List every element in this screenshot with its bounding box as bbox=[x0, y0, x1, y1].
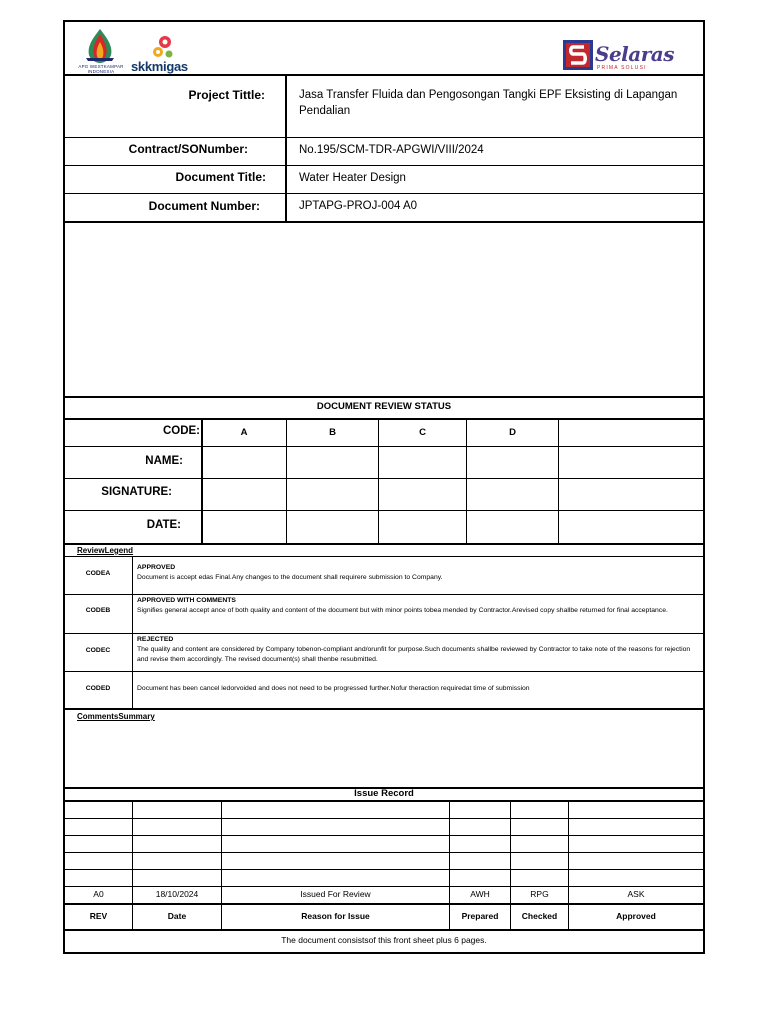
legend-head-b: APPROVED WITH COMMENTS bbox=[137, 597, 236, 604]
legend-desc-c: The quality and content are considered by Company tobenon-compliant and/orunfit for purpose.Such documents shallbe reviewed by Contractor to take note of the reasons for rejection and revise them accordingly. The revised document(s) shall thenbe resubmitted. bbox=[137, 645, 691, 663]
issue-prepared: AWH bbox=[470, 889, 490, 899]
legend-head-a: APPROVED bbox=[137, 564, 176, 571]
date-label: DATE: bbox=[146, 519, 181, 531]
issue-reason: Issued For Review bbox=[300, 889, 371, 899]
contractor-logo bbox=[563, 40, 674, 76]
contract-label: Contract/SONumber: bbox=[128, 142, 248, 156]
legend-desc-a: Document is accept edas Final.Any changes to the document shall requirere submission to Company. bbox=[137, 573, 443, 581]
code-d: D bbox=[509, 427, 516, 438]
apg-flame-icon bbox=[83, 28, 117, 64]
document-title-label: Document Title: bbox=[175, 170, 266, 184]
code-c: C bbox=[419, 427, 426, 438]
legend-code-a: CODEA bbox=[85, 570, 111, 577]
issue-checked: RPG bbox=[530, 889, 549, 899]
review-status-title: DOCUMENT REVIEW STATUS bbox=[316, 401, 452, 412]
footer-note: The document consistsof this front sheet plus 6 pages. bbox=[281, 935, 487, 945]
header-approved: Approved bbox=[616, 911, 656, 921]
legend-row-b bbox=[137, 597, 703, 616]
contract-value: No.195/SCM-TDR-APGWI/VIII/2024 bbox=[299, 144, 484, 156]
selaras-s-icon bbox=[563, 40, 593, 70]
document-number-label: Document Number: bbox=[148, 199, 260, 213]
issue-record-title: Issue Record bbox=[354, 788, 414, 799]
header-rev: REV bbox=[89, 911, 108, 921]
cover-sheet bbox=[63, 20, 705, 954]
code-a: A bbox=[240, 427, 248, 438]
project-title-label: Project Tittle: bbox=[188, 88, 265, 102]
document-title-value: Water Heater Design bbox=[299, 172, 406, 184]
apg-caption: APG WESTKAMPAR INDONESIA bbox=[78, 64, 124, 74]
header-date: Date bbox=[167, 911, 187, 921]
name-label: NAME: bbox=[145, 455, 183, 467]
code-label: CODE: bbox=[162, 425, 200, 437]
issue-approved: ASK bbox=[627, 889, 645, 899]
legend-desc-b: Signifies general accept ance of both quality and content of the document but with minor points tobea mended by Contractor.Arevised copy shallbe returned for final acceptance. bbox=[137, 606, 668, 614]
legend-code-c: CODEC bbox=[85, 647, 111, 654]
header-reason: Reason for Issue bbox=[301, 911, 370, 921]
legend-head-c: REJECTED bbox=[137, 636, 174, 643]
legend-row-a bbox=[137, 564, 703, 583]
legend-code-d: CODED bbox=[85, 685, 111, 692]
legend-row-c bbox=[137, 636, 703, 665]
client-logos bbox=[69, 26, 195, 74]
legend-code-b: CODEB bbox=[85, 607, 111, 614]
header-prepared: Prepared bbox=[461, 911, 499, 921]
skkmigas-wordmark: skkmigas bbox=[131, 59, 188, 74]
project-title-value: Jasa Transfer Fluida dan Pengosongan Tangki EPF Eksisting di Lapangan Pendalian bbox=[299, 89, 678, 117]
selaras-wordmark: Selaras bbox=[595, 42, 674, 66]
comments-summary-title: CommentsSummary bbox=[77, 712, 155, 721]
code-b: B bbox=[329, 427, 336, 438]
signature-label: SIGNATURE: bbox=[101, 486, 172, 498]
legend-row-d bbox=[137, 684, 703, 694]
skkmigas-emblem-icon bbox=[151, 34, 177, 60]
legend-desc-d: Document has been cancel ledorvoided and does not need to be progressed further.Nofur theraction requiredat time of submission bbox=[137, 685, 530, 692]
issue-date: 18/10/2024 bbox=[155, 889, 199, 899]
document-number-value: JPTAPG-PROJ-004 A0 bbox=[299, 200, 418, 212]
header-checked: Checked bbox=[521, 911, 558, 921]
issue-rev: A0 bbox=[93, 889, 104, 899]
review-legend-title: ReviewLegend bbox=[77, 546, 134, 555]
selaras-subtitle: PRIMA SOLUSI bbox=[597, 65, 647, 71]
